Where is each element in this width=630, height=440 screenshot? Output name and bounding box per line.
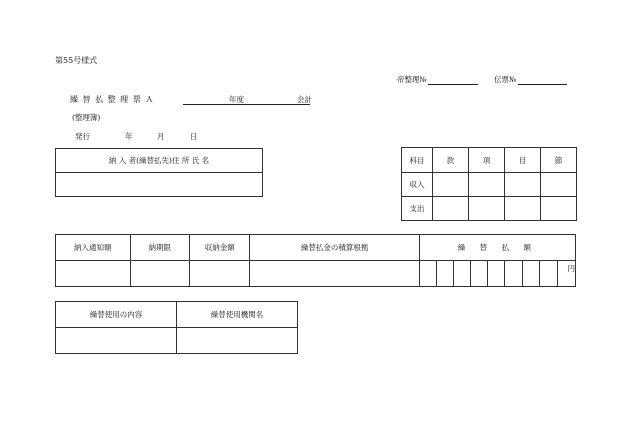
received-amount-cell[interactable]	[190, 261, 250, 287]
income-moku-cell[interactable]	[505, 173, 541, 197]
denpyo-no-label: 伝票№	[494, 75, 517, 84]
payer-header: 納 入 者(繰替払先)住 所 氏 名	[56, 149, 263, 173]
due-date-header: 納期限	[130, 235, 189, 261]
yen-cell[interactable]	[557, 261, 575, 287]
day-label: 日	[190, 132, 198, 141]
received-amount-header: 収納金額	[190, 235, 250, 261]
payer-cell[interactable]	[56, 173, 263, 197]
seiri-no-label: 帝整理№	[397, 75, 427, 84]
digit-cell[interactable]	[505, 261, 522, 287]
income-kan-cell[interactable]	[433, 173, 469, 197]
digit-cell[interactable]	[522, 261, 539, 287]
issue-label: 発行	[75, 132, 90, 141]
kou-header: 項	[469, 148, 505, 173]
digit-cell[interactable]	[454, 261, 471, 287]
expense-row-label: 支出	[402, 197, 433, 221]
income-kou-cell[interactable]	[469, 173, 505, 197]
month-label: 月	[157, 132, 165, 141]
digit-cell[interactable]	[471, 261, 488, 287]
usage-agency-cell[interactable]	[177, 328, 298, 354]
kaikei-label: 会計	[297, 95, 312, 104]
expense-setsu-cell[interactable]	[541, 197, 577, 221]
denpyo-no-field[interactable]	[518, 84, 567, 85]
digit-cell[interactable]	[419, 261, 436, 287]
due-date-cell[interactable]	[130, 261, 189, 287]
account-table	[401, 147, 577, 221]
nendo-label: 年度	[229, 95, 244, 104]
income-setsu-cell[interactable]	[541, 173, 577, 197]
form-title: 繰 替 払 整 理 票 Ａ	[70, 95, 155, 104]
kan-header: 款	[433, 148, 469, 173]
setsu-header: 節	[541, 148, 577, 173]
payer-table	[55, 148, 263, 197]
usage-table	[55, 301, 298, 354]
expense-kou-cell[interactable]	[469, 197, 505, 221]
basis-header: 繰替払金の積算根拠	[250, 235, 419, 261]
expense-moku-cell[interactable]	[505, 197, 541, 221]
payment-table	[55, 234, 576, 287]
basis-cell[interactable]	[250, 261, 419, 287]
income-row-label: 収入	[402, 173, 433, 197]
notice-amount-header: 納入通知額	[56, 235, 131, 261]
notice-amount-cell[interactable]	[56, 261, 131, 287]
digit-cell[interactable]	[436, 261, 453, 287]
moku-header: 目	[505, 148, 541, 173]
digit-cell[interactable]	[539, 261, 557, 287]
year-label: 年	[125, 132, 133, 141]
usage-content-header: 繰替使用の内容	[56, 302, 177, 328]
digit-cell[interactable]	[488, 261, 505, 287]
kurikae-amount-header: 繰 替 払 額	[419, 235, 575, 261]
yen-unit: 円	[567, 264, 575, 273]
seiri-no-field[interactable]	[428, 84, 478, 85]
usage-content-cell[interactable]	[56, 328, 177, 354]
subtitle: (整理簿)	[72, 113, 101, 122]
kamoku-header: 科目	[402, 148, 433, 173]
form-number: 第55号様式	[55, 56, 98, 65]
expense-kan-cell[interactable]	[433, 197, 469, 221]
title-underline	[183, 104, 310, 105]
usage-agency-header: 繰替使用機関名	[177, 302, 298, 328]
